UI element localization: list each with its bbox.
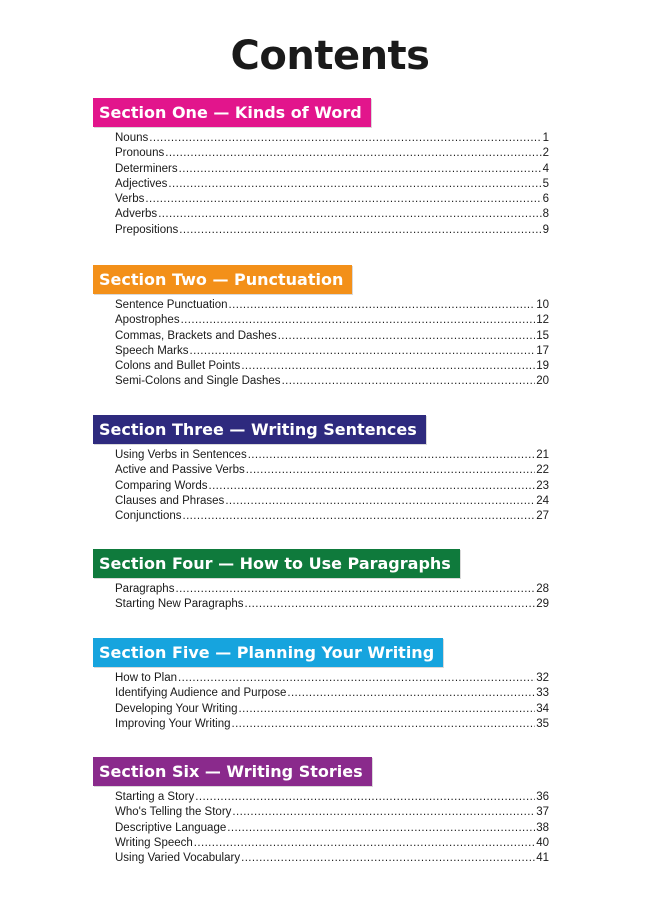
- toc-entry[interactable]: [115, 359, 549, 374]
- entry-title: Starting a Story: [115, 791, 195, 803]
- entry-page: 10: [536, 299, 549, 311]
- entry-title: Determiners: [115, 162, 178, 175]
- toc-entry[interactable]: [115, 313, 549, 328]
- toc-entry[interactable]: [115, 702, 549, 717]
- entry-title: Apostrophes: [115, 314, 180, 327]
- entry-title: Clauses and Phrases: [115, 494, 225, 507]
- toc-entry[interactable]: [115, 298, 549, 313]
- toc-entry[interactable]: [115, 509, 549, 524]
- toc-entry[interactable]: [115, 192, 549, 207]
- entry-list: [115, 298, 549, 390]
- entry-title: Identifying Audience and Purpose: [115, 687, 287, 700]
- entry-title: Prepositions: [115, 223, 179, 236]
- toc-entry[interactable]: [115, 177, 549, 192]
- dot-leader: [208, 479, 535, 494]
- dot-leader: [190, 344, 536, 359]
- dot-leader: [225, 494, 535, 509]
- dot-leader: [241, 851, 535, 866]
- entry-title: Colons and Bullet Points: [115, 360, 241, 373]
- section-heading: Section One — Kinds of Word: [93, 98, 371, 127]
- dot-leader: [179, 162, 542, 177]
- entry-page: 9: [542, 223, 549, 236]
- toc-entry[interactable]: [115, 223, 549, 238]
- dot-leader: [175, 582, 535, 597]
- entry-title: Who's Telling the Story: [115, 806, 232, 819]
- section-heading: Section Five — Planning Your Writing: [93, 638, 443, 667]
- entry-page: 27: [536, 510, 549, 523]
- toc-entry[interactable]: [115, 494, 549, 509]
- section-one: [93, 98, 549, 238]
- entry-page: 2: [542, 147, 549, 160]
- toc-entry[interactable]: [115, 836, 549, 851]
- entry-page: 23: [536, 479, 549, 492]
- entry-title: Paragraphs: [115, 583, 175, 595]
- toc-entry[interactable]: [115, 207, 549, 222]
- dot-leader: [241, 359, 535, 374]
- dot-leader: [278, 329, 536, 344]
- toc-entry[interactable]: [115, 790, 549, 805]
- entry-page: 29: [536, 598, 549, 611]
- dot-leader: [231, 717, 535, 732]
- entry-page: 24: [536, 494, 549, 507]
- entry-list: [115, 448, 549, 524]
- entry-page: 5: [542, 177, 549, 190]
- dot-leader: [229, 298, 536, 313]
- section-five: [93, 638, 549, 732]
- entry-title: Adjectives: [115, 177, 168, 190]
- toc-entry[interactable]: [115, 805, 549, 820]
- dot-leader: [232, 805, 535, 820]
- entry-title: Descriptive Language: [115, 821, 227, 834]
- section-heading: Section Two — Punctuation: [93, 265, 352, 294]
- toc-entry[interactable]: [115, 329, 549, 344]
- section-heading: Section Four — How to Use Paragraphs: [93, 549, 460, 578]
- entry-page: 40: [536, 836, 549, 849]
- entry-title: Using Verbs in Sentences: [115, 449, 247, 461]
- entry-page: 35: [536, 717, 549, 730]
- dot-leader: [194, 836, 535, 851]
- dot-leader: [239, 702, 536, 717]
- entry-page: 1: [542, 132, 549, 144]
- page-title: Contents: [230, 33, 430, 79]
- dot-leader: [182, 509, 535, 524]
- entry-title: Nouns: [115, 132, 149, 144]
- entry-page: 41: [536, 852, 549, 865]
- entry-page: 34: [536, 702, 549, 715]
- entry-page: 20: [536, 375, 549, 388]
- toc-entry[interactable]: [115, 671, 549, 686]
- entry-list: [115, 582, 549, 613]
- toc-entry[interactable]: [115, 686, 549, 701]
- entry-title: Comparing Words: [115, 479, 208, 492]
- entry-title: Verbs: [115, 193, 145, 206]
- entry-title: Starting New Paragraphs: [115, 598, 244, 611]
- toc-entry[interactable]: [115, 821, 549, 836]
- entry-page: 17: [536, 344, 549, 357]
- dot-leader: [145, 192, 541, 207]
- toc-entry[interactable]: [115, 162, 549, 177]
- entry-title: Commas, Brackets and Dashes: [115, 329, 277, 342]
- toc-entry[interactable]: [115, 851, 549, 866]
- dot-leader: [244, 597, 535, 612]
- dot-leader: [282, 374, 536, 389]
- entry-page: 36: [536, 791, 549, 803]
- section-three: [93, 415, 549, 524]
- toc-entry[interactable]: [115, 717, 549, 732]
- toc-entry[interactable]: [115, 597, 549, 612]
- toc-entry[interactable]: [115, 479, 549, 494]
- section-six: [93, 757, 549, 866]
- dot-leader: [181, 313, 536, 328]
- dot-leader: [287, 686, 535, 701]
- dot-leader: [158, 207, 541, 222]
- dot-leader: [149, 131, 541, 146]
- section-two: [93, 265, 549, 390]
- entry-page: 4: [542, 162, 549, 175]
- toc-entry[interactable]: [115, 582, 549, 597]
- entry-title: Semi-Colons and Single Dashes: [115, 375, 281, 388]
- entry-list: [115, 671, 549, 732]
- entry-title: Active and Passive Verbs: [115, 464, 245, 477]
- entry-list: [115, 790, 549, 866]
- section-four: [93, 549, 549, 613]
- entry-title: Sentence Punctuation: [115, 299, 228, 311]
- entry-page: 38: [536, 821, 549, 834]
- entry-page: 33: [536, 687, 549, 700]
- entry-title: How to Plan: [115, 672, 178, 684]
- entry-page: 28: [536, 583, 549, 595]
- entry-page: 21: [536, 449, 549, 461]
- dot-leader: [168, 177, 541, 192]
- dot-leader: [165, 146, 541, 161]
- entry-title: Speech Marks: [115, 344, 189, 357]
- toc-entry[interactable]: [115, 344, 549, 359]
- entry-title: Pronouns: [115, 147, 165, 160]
- dot-leader: [248, 448, 536, 463]
- entry-page: 12: [536, 314, 549, 327]
- toc-entry[interactable]: [115, 463, 549, 478]
- entry-page: 19: [536, 360, 549, 373]
- entry-title: Improving Your Writing: [115, 717, 231, 730]
- entry-title: Conjunctions: [115, 510, 182, 523]
- entry-list: [115, 131, 549, 238]
- dot-leader: [179, 223, 541, 238]
- entry-page: 6: [542, 193, 549, 206]
- dot-leader: [195, 790, 535, 805]
- dot-leader: [246, 463, 535, 478]
- entry-page: 8: [542, 208, 549, 221]
- entry-page: 37: [536, 806, 549, 819]
- entry-title: Adverbs: [115, 208, 158, 221]
- entry-title: Developing Your Writing: [115, 702, 238, 715]
- entry-title: Using Varied Vocabulary: [115, 852, 241, 865]
- section-heading: Section Three — Writing Sentences: [93, 415, 426, 444]
- entry-page: 15: [536, 329, 549, 342]
- dot-leader: [227, 821, 535, 836]
- toc-entry[interactable]: [115, 448, 549, 463]
- dot-leader: [178, 671, 535, 686]
- toc-entry[interactable]: [115, 146, 549, 161]
- entry-title: Writing Speech: [115, 836, 193, 849]
- section-heading: Section Six — Writing Stories: [93, 757, 372, 786]
- entry-page: 22: [536, 464, 549, 477]
- toc-entry[interactable]: [115, 131, 549, 146]
- toc-entry[interactable]: [115, 374, 549, 389]
- entry-page: 32: [536, 672, 549, 684]
